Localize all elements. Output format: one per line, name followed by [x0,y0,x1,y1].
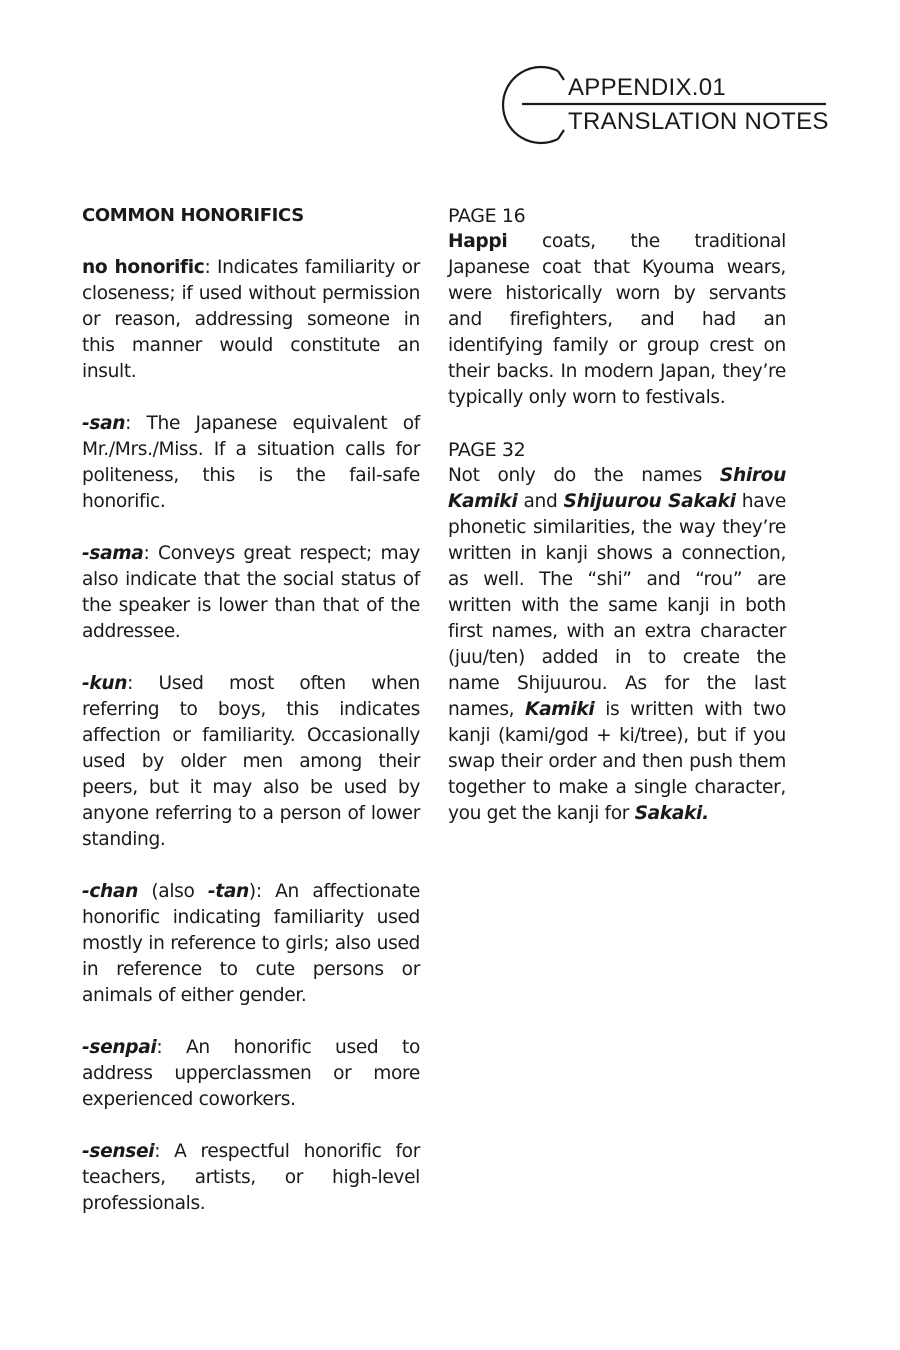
honorific-definition: : Conveys great respect; may also indicate that the social status of the speaker is lower than that of the addressee. [82,543,420,642]
page-heading: PAGE 32 [448,439,526,461]
note-text: Not only do the names [448,465,720,486]
honorific-definition: : An honorific used to address upperclassmen or more experienced coworkers. [82,1037,420,1110]
note-text: have phonetic similarities, the way they’re written in kanji shows a connection, as well. The “shi” and “rou” are written with the same kanji in both first names, with an extra character (juu/ten) added in to create the name Shijuurou. As for the last names, [448,491,786,720]
honorific-entry [82,255,420,385]
honorific-definition: : A respectful honorific for teachers, artists, or high-level professionals. [82,1141,420,1214]
honorific-term: -sama [82,543,144,564]
honorific-entry [82,1035,420,1113]
honorific-aside: (also [138,881,208,902]
note-name: Shijuurou Sakaki [563,491,736,512]
note-name: Kamiki [525,699,595,720]
honorific-term: no honorific [82,257,205,278]
honorific-term: -chan [82,881,139,902]
honorific-term: -sensei [82,1141,155,1162]
note-term: Happi [448,231,508,252]
honorific-term: -san [82,413,126,434]
page-heading: PAGE 16 [448,205,526,227]
honorific-definition: : The Japanese equivalent of Mr./Mrs./Miss. If a situation calls for politeness, this is the fail-safe honorific. [82,413,420,512]
appendix-title: TRANSLATION NOTES [568,108,829,135]
note-text: and [517,491,564,512]
honorific-alt-term: -tan [207,881,249,902]
honorific-entry [82,879,420,1009]
translation-note [448,463,786,827]
translation-note [448,229,786,411]
note-name: Sakaki. [634,803,709,824]
honorific-entry [82,1139,420,1217]
honorific-term: -senpai [82,1037,157,1058]
honorific-definition: : Used most often when referring to boys, this indicates affection or familiarity. Occasionally used by older men among their peers, but it may also be used by anyone referring to a person of lower standing. [82,673,420,850]
note-text: is written with two kanji (kami/god + ki/tree), but if you swap their order and then push them together to make a single character, you get the kanji for [448,699,787,824]
appendix-number: APPENDIX.01 [568,74,727,101]
honorific-term: -kun [82,673,128,694]
honorific-definition: ): An affectionate honorific indicating familiarity used mostly in reference to girls; also used in reference to cute persons or animals of either gender. [82,881,421,1006]
honorifics-heading: COMMON HONORIFICS [82,205,304,226]
notes-column [448,203,786,853]
note-text: coats, the traditional Japanese coat that Kyouma wears, were historically worn by servants and firefighters, and had an identifying family or group crest on their backs. In modern Japan, they’re typically only worn to festivals. [448,231,786,408]
honorific-entry [82,671,420,853]
honorific-entry [82,541,420,645]
honorific-definition: : Indicates familiarity or closeness; if used without permission or reason, addressing someone in this manner would constitute an insult. [82,257,420,382]
honorific-entry [82,411,420,515]
honorifics-column [82,203,420,1243]
appendix-header [484,64,830,146]
note-name: Shirou Kamiki [448,465,786,512]
